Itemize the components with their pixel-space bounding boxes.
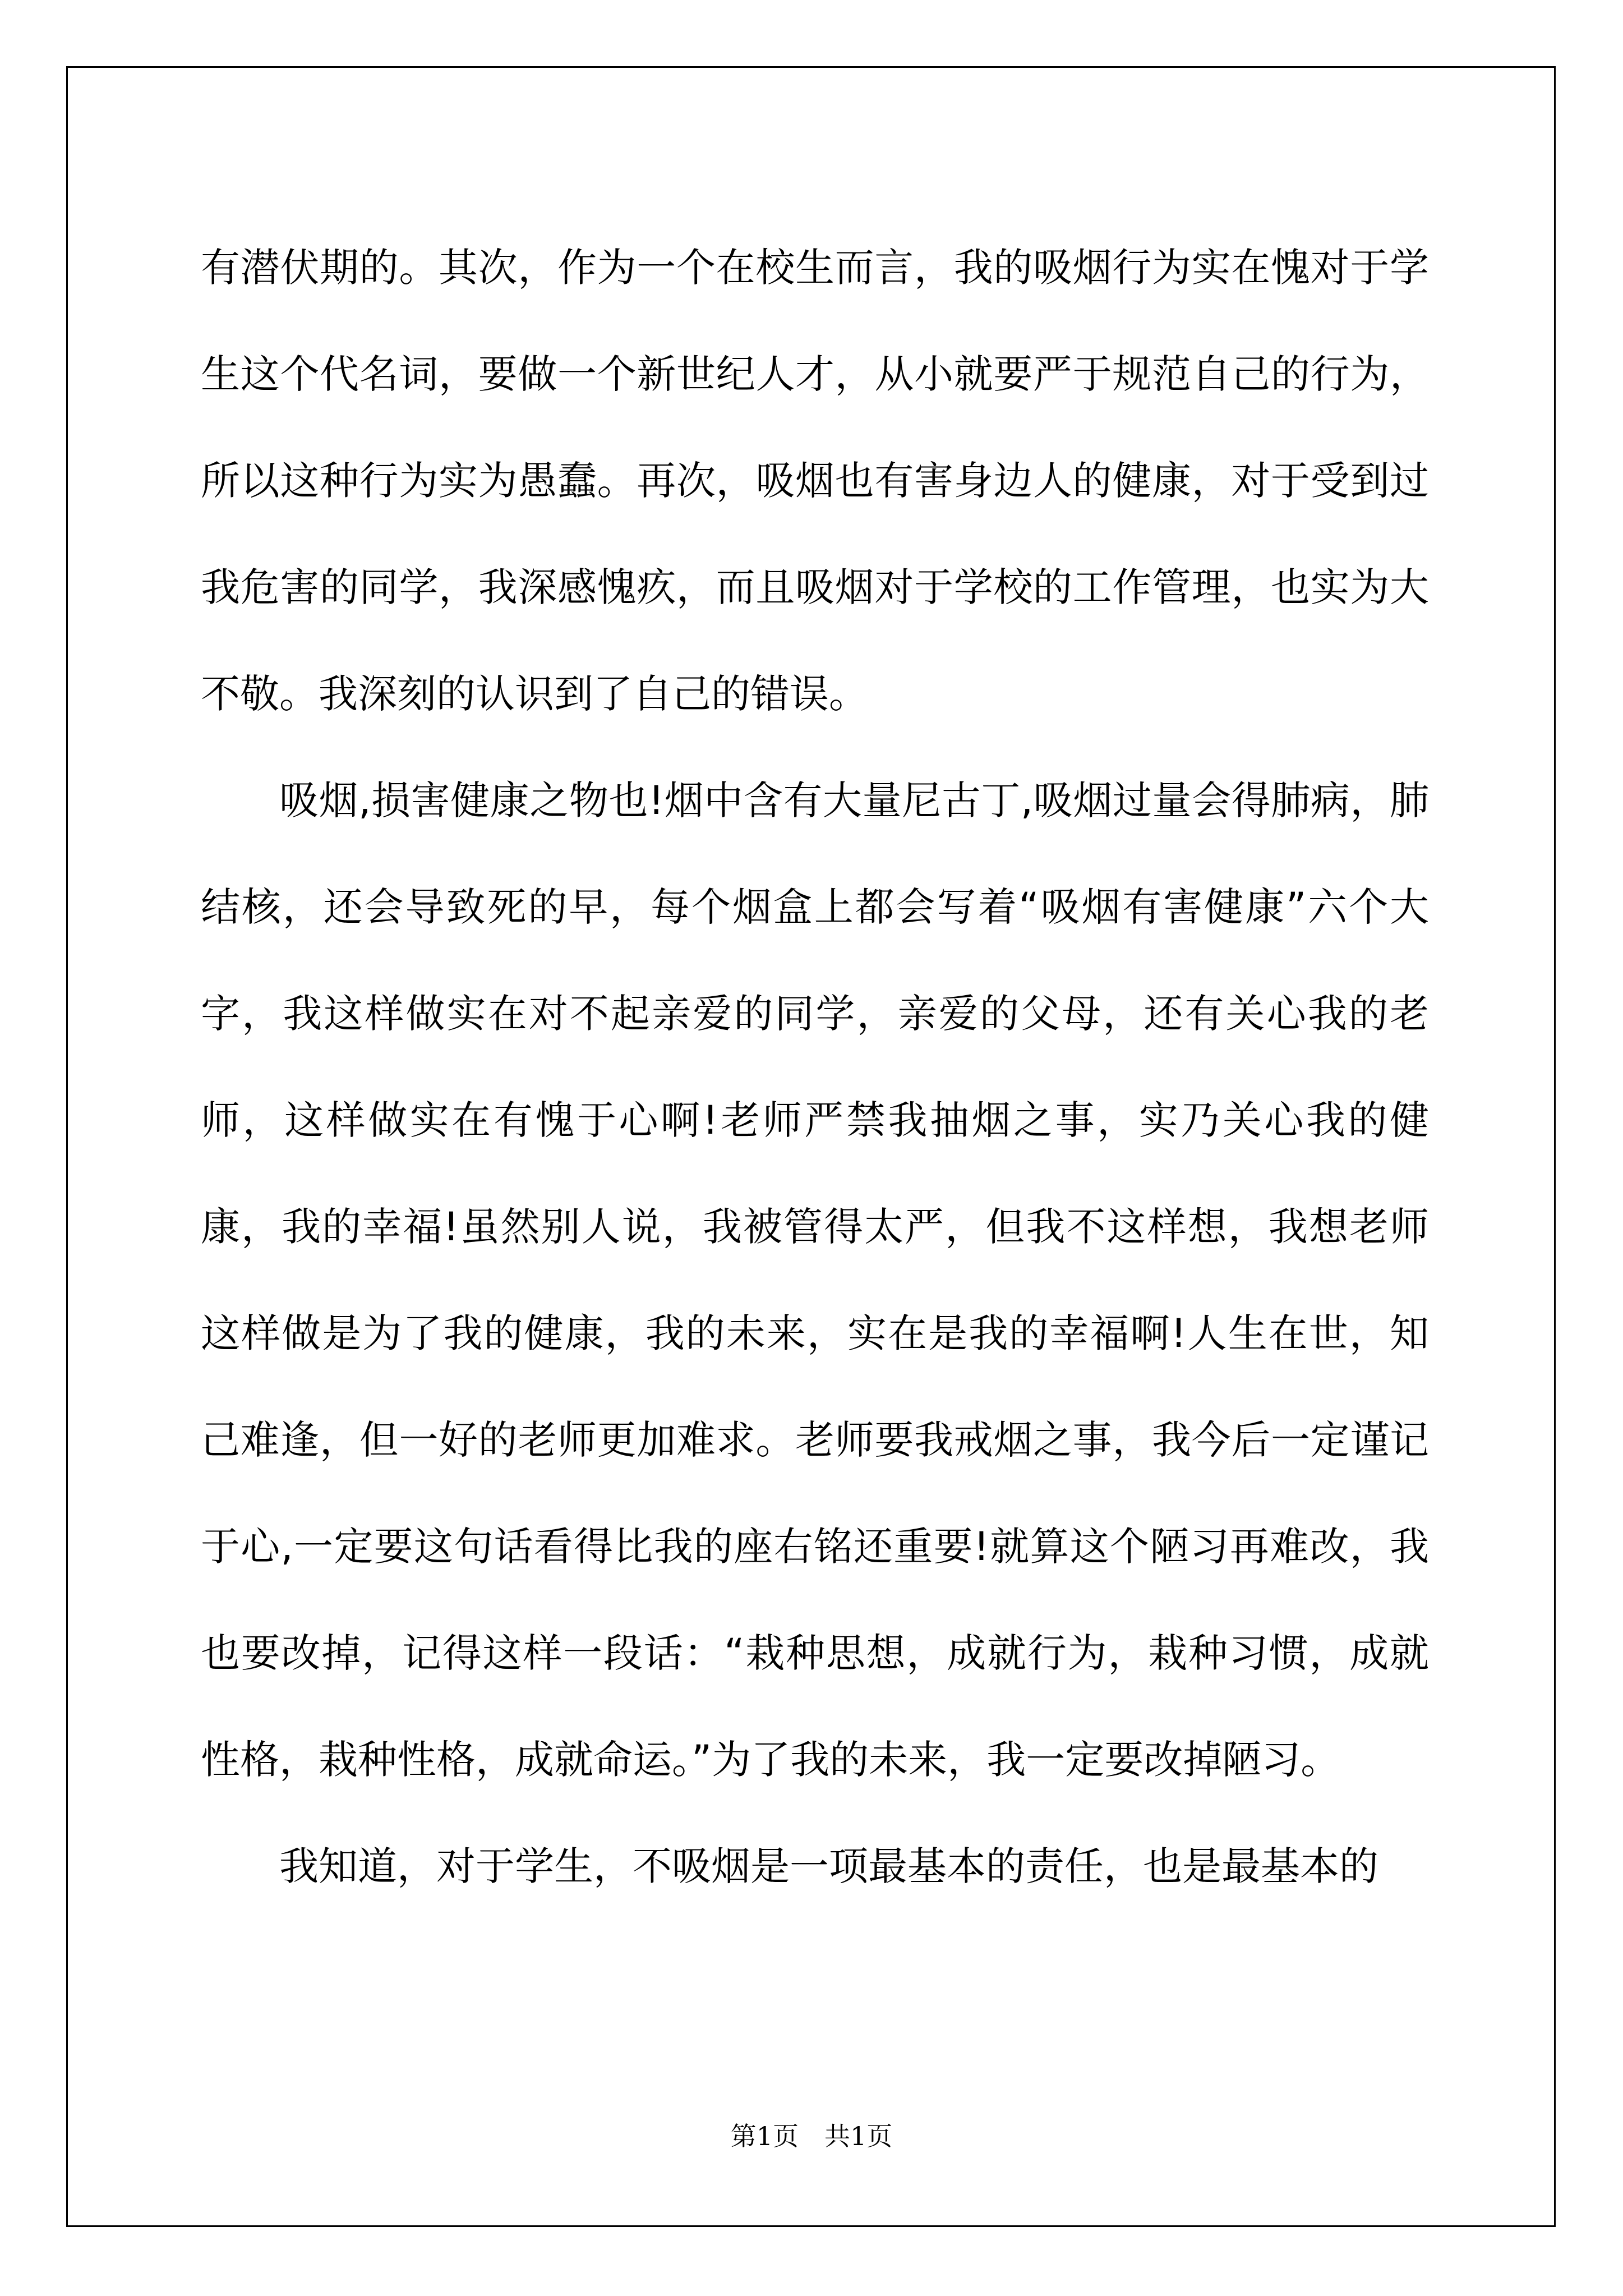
paragraph-3: 我知道，对于学生，不吸烟是一项最基本的责任，也是最基本的 [279,1843,1378,1889]
paragraph-1: 有潜伏期的。其次，作为一个在校生而言，我的吸烟行为实在愧对于学生这个代名词，要做一个新世纪人才，从小就要严于规范自己的行为，所以这种行为实为愚蠢。再次，吸烟也有害身边人的健康，对于受到过我危害的同学，我深感愧疚，而且吸烟对于学校的工作管理，也实为大不敬。我深刻的认识到了自己的错误。 [201,245,1429,717]
page-number-footer: 第1页 共1页 [730,2121,893,2151]
paragraph-2: 吸烟,损害健康之物也!烟中含有大量尼古丁,吸烟过量会得肺病，肺结核，还会导致死的早，每个烟盒上都会写着“吸烟有害健康”六个大字，我这样做实在对不起亲爱的同学，亲爱的父母，还有关心我的老师，这样做实在有愧于心啊!老师严禁我抽烟之事，实乃关心我的健康，我的幸福!虽然别人说，我被管得太严，但我不这样想，我想老师这样做是为了我的健康，我的未来，实在是我的幸福啊!人生在世，知己难逢，但一好的老师更加难求。老师要我戒烟之事，我今后一定谨记于心,一定要这句话看得比我的座右铭还重要!就算这个陋习再难改，我也要改掉，记得这样一段话：“栽种思想，成就行为，栽种习惯，成就性格，栽种性格，成就命运。”为了我的未来，我一定要改掉陋习。 [201,777,1429,1783]
document-body [201,214,1429,1920]
